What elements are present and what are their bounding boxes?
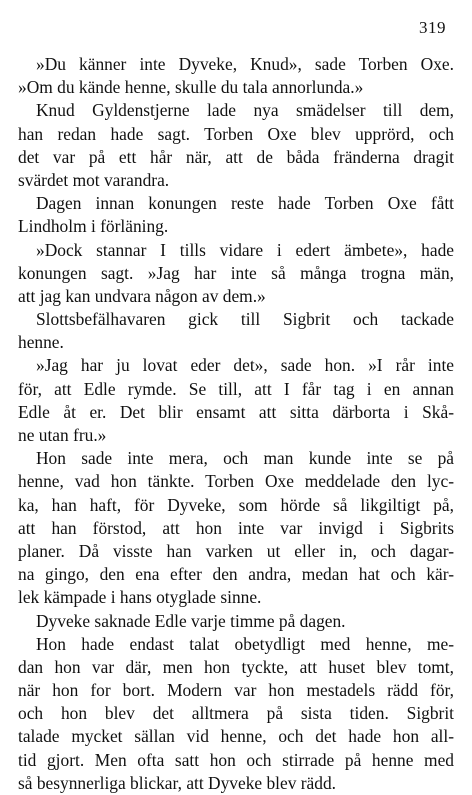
body-text	[18, 53, 454, 795]
text-line: lek kämpade i hans otyglade sinne.	[18, 587, 262, 608]
text-line: »Jag har ju lovat eder det», sade hon. »I rår inte	[36, 355, 454, 376]
text-line: Hon sade inte mera, och man kunde inte se på	[36, 448, 454, 469]
text-line: svärdet mot varandra.	[18, 169, 170, 190]
text-line: Dyveke saknade Edle varje timme på dagen.	[36, 610, 346, 631]
text-line: det var på ett hår när, att de båda fränderna dragit	[18, 146, 454, 167]
text-line: Hon hade endast talat obetydligt med henne, me-	[36, 633, 454, 654]
text-line: Knud Gyldenstjerne lade nya smädelser till dem,	[36, 100, 454, 121]
text-line: att han förstod, att hon inte var invigd i Sigbrits	[18, 517, 454, 538]
text-line: för, att Edle rymde. Se till, att I får tag i en annan	[18, 378, 454, 399]
text-line: Dagen innan konungen reste hade Torben Oxe fått	[36, 193, 454, 214]
text-line: ka, han haft, för Dyveke, som hörde så likgiltigt på,	[18, 494, 454, 515]
text-line: han redan hade sagt. Torben Oxe blev upprörd, och	[18, 123, 454, 144]
text-line: talade mycket sällan vid henne, och det hade hon all-	[18, 726, 454, 747]
text-line: henne.	[18, 332, 64, 353]
text-line: att jag kan undvara någon av dem.»	[18, 285, 266, 306]
text-line: henne, vad hon tänkte. Torben Oxe meddelade den lyc-	[18, 471, 454, 492]
text-line: tid gjort. Men ofta satt hon och stirrade på henne med	[18, 749, 454, 770]
text-line: planer. Då visste han varken ut eller in, och dagar-	[18, 540, 454, 561]
text-line: dan hon var där, men hon tyckte, att huset blev tomt,	[18, 656, 454, 677]
page-number: 319	[419, 18, 446, 37]
text-line: så besynnerliga blickar, att Dyveke blev rädd.	[18, 772, 337, 793]
text-line: ne utan fru.»	[18, 425, 107, 445]
text-line: na gingo, den ena efter den andra, medan hat och kär-	[18, 564, 454, 585]
text-line: Slottsbefälhavaren gick till Sigbrit och tackade	[36, 309, 454, 330]
text-line: »Om du kände henne, skulle du tala annorlunda.»	[18, 77, 364, 98]
text-line: »Du känner inte Dyveke, Knud», sade Torben Oxe.	[36, 54, 454, 74]
text-line: när hon for bort. Modern var hon mestadels rädd för,	[18, 680, 454, 701]
text-line: Lindholm i förläning.	[18, 216, 169, 237]
text-line: konungen sagt. »Jag har inte så många trogna män,	[18, 262, 454, 283]
text-line: Edle åt er. Det blir ensamt att sitta därborta i Skå-	[18, 401, 454, 422]
text-line: och hon blev det alltmera på sista tiden. Sigbrit	[18, 703, 454, 724]
text-line: »Dock stannar I tills vidare i edert ämbete», hade	[36, 239, 454, 260]
